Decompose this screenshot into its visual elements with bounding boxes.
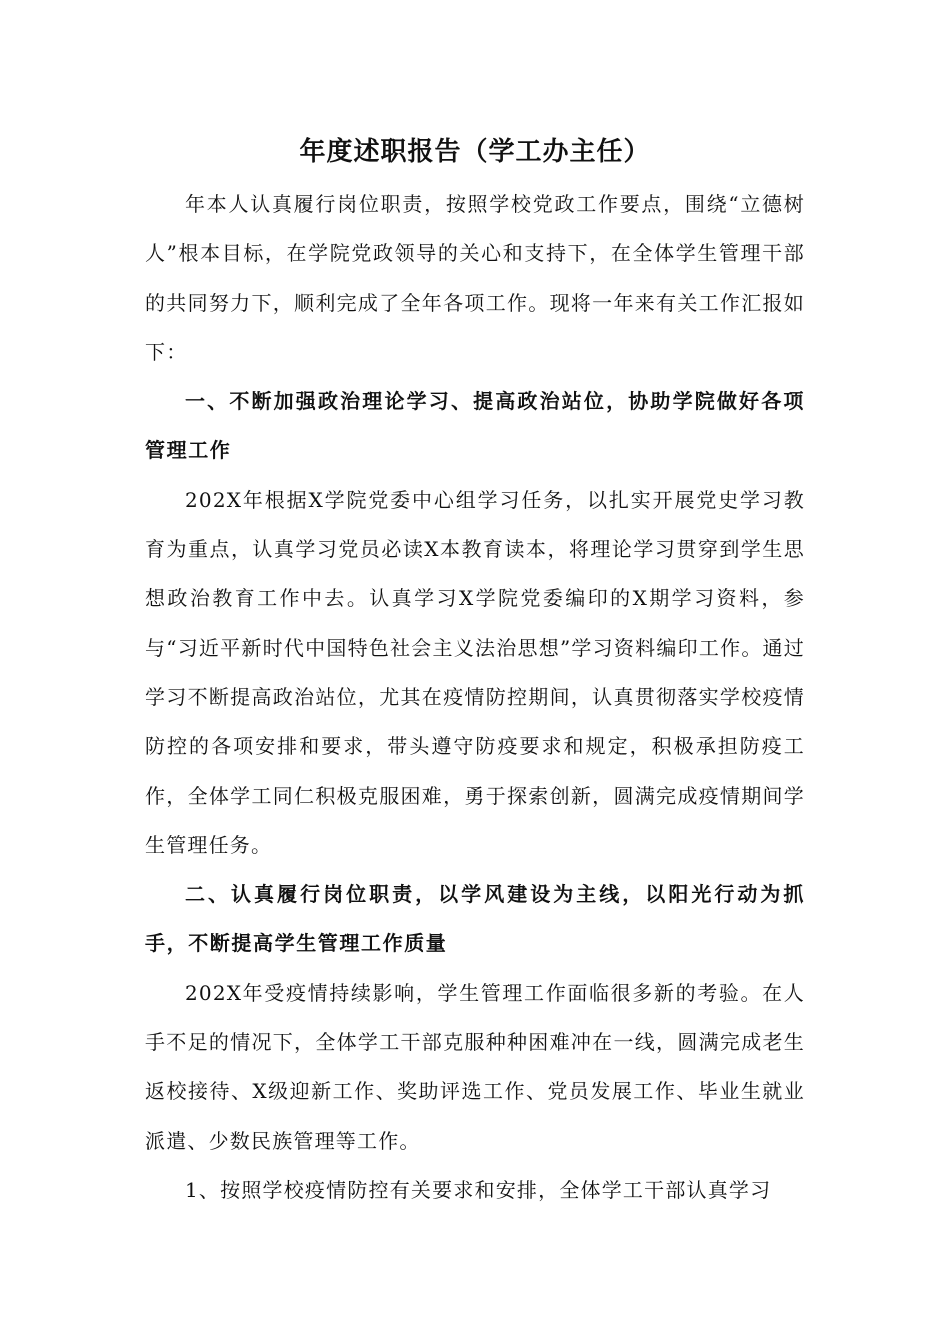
document-title: 年度述职报告（学工办主任） (299, 137, 651, 167)
section-1-paragraph: 202X年根据X学院党委中心组学习任务，以扎实开展党史学习教育为重点，认真学习党员必读X本教育读本，将理论学习贯穿到学生思想政治教育工作中去。认真学习X学院党委编印的X期学习资料，参与“习近平新时代中国特色社会主义法治思想”学习资料编印工作。通过学习不断提高政治站位，尤其在疫情防控期间，认真贯彻落实学校疫情防控的各项安排和要求，带头遵守防疫要求和规定，积极承担防疫工作，全体学工同仁积极克服困难，勇于探索创新，圆满完成疫情期间学生管理任务。 (145, 487, 805, 857)
section-heading-2: 二、认真履行岗位职责，以学风建设为主线，以阳光行动为抓手，不断提高学生管理工作质量 (145, 882, 805, 956)
section-heading-1: 一、不断加强政治理论学习、提高政治站位，协助学院做好各项管理工作 (145, 389, 805, 463)
section-2-paragraph: 202X年受疫情持续影响，学生管理工作面临很多新的考验。在人手不足的情况下，全体学工干部克服种种困难冲在一线，圆满完成老生返校接待、X级迎新工作、奖助评选工作、党员发展工作、毕业生就业派遣、少数民族管理等工作。 (145, 980, 805, 1153)
intro-paragraph: 年本人认真履行岗位职责，按照学校党政工作要点，围绕“立德树人”根本目标，在学院党政领导的关心和支持下，在全体学生管理干部的共同努力下，顺利完成了全年各项工作。现将一年来有关工作汇报如下： (145, 192, 805, 364)
section-2-item-1: 1、按照学校疫情防控有关要求和安排，全体学工干部认真学习 (185, 1177, 772, 1202)
document-page (145, 132, 805, 1215)
